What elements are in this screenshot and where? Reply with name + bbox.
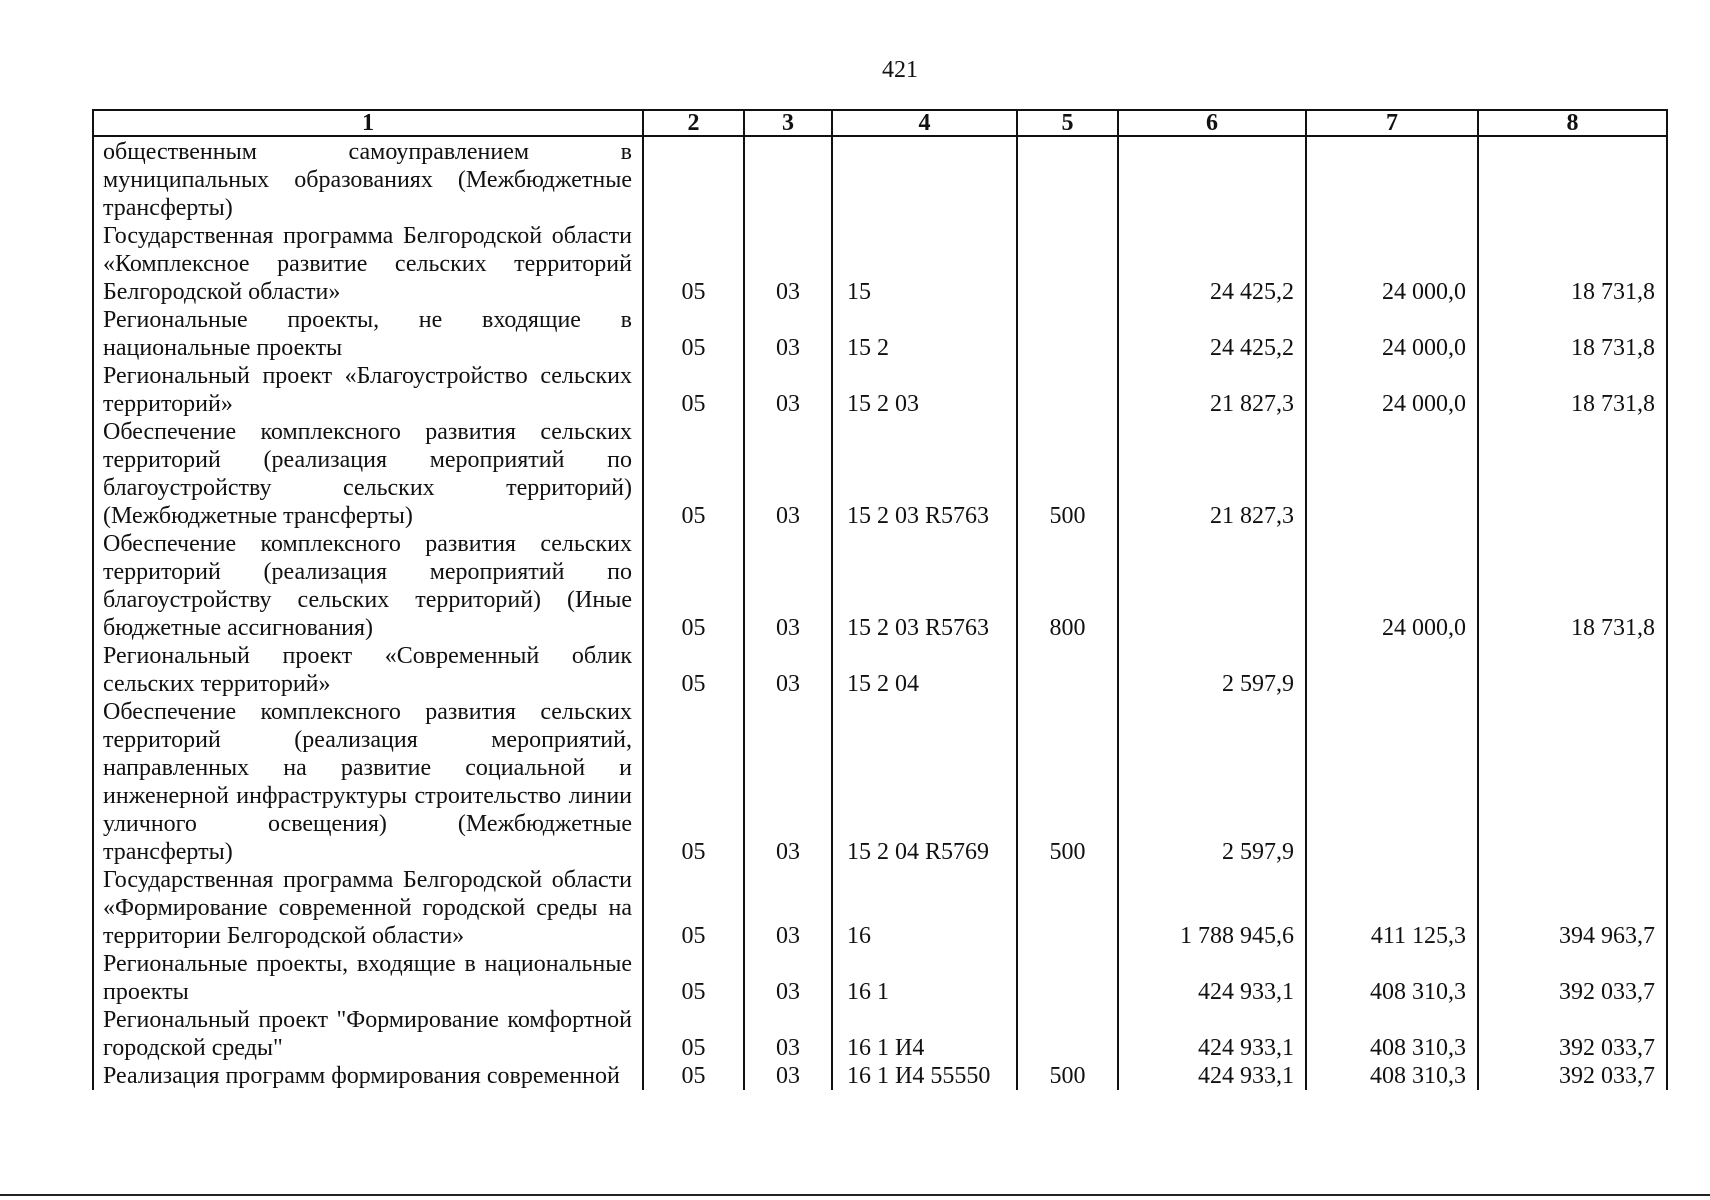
target-article-cell	[832, 136, 1017, 222]
column-header-4: 4	[832, 110, 1017, 136]
target-article-cell: 15 2 03 R5763	[832, 530, 1017, 642]
amount-col8-cell: 18 731,8	[1478, 362, 1667, 418]
table-row	[93, 698, 1667, 866]
subsection-code-cell: 03	[744, 950, 832, 1006]
row-name-cell: Обеспечение комплексного развития сельских территорий (реализация мероприятий по благоустройству сельских территорий) (Межбюджетные трансферты)	[93, 418, 643, 530]
table-row	[93, 950, 1667, 1006]
amount-col8-cell: 392 033,7	[1478, 1062, 1667, 1090]
expense-type-cell	[1017, 222, 1118, 306]
subsection-code-cell: 03	[744, 1062, 832, 1090]
row-name-cell: общественным самоуправлением в муниципальных образованиях (Межбюджетные трансферты)	[93, 136, 643, 222]
subsection-code-cell: 03	[744, 306, 832, 362]
subsection-code-cell: 03	[744, 418, 832, 530]
amount-col8-cell	[1478, 418, 1667, 530]
table-row	[93, 418, 1667, 530]
header-row	[93, 110, 1667, 136]
section-code-cell: 05	[643, 418, 744, 530]
section-code-cell: 05	[643, 866, 744, 950]
expense-type-cell: 500	[1017, 698, 1118, 866]
expense-type-cell	[1017, 950, 1118, 1006]
page-number: 421	[882, 57, 918, 83]
table-row	[93, 136, 1667, 222]
subsection-code-cell: 03	[744, 222, 832, 306]
subsection-code-cell	[744, 136, 832, 222]
target-article-cell: 15 2 04 R5769	[832, 698, 1017, 866]
column-header-3: 3	[744, 110, 832, 136]
amount-col7-cell: 408 310,3	[1306, 1006, 1478, 1062]
row-name-cell: Обеспечение комплексного развития сельских территорий (реализация мероприятий по благоустройству сельских территорий) (Иные бюджетные ассигнования)	[93, 530, 643, 642]
amount-col8-cell: 18 731,8	[1478, 222, 1667, 306]
table-row	[93, 866, 1667, 950]
section-code-cell: 05	[643, 306, 744, 362]
amount-col8-cell	[1478, 136, 1667, 222]
amount-col6-cell: 424 933,1	[1118, 1062, 1306, 1090]
column-header-6: 6	[1118, 110, 1306, 136]
row-name-cell: Региональный проект "Формирование комфортной городской среды"	[93, 1006, 643, 1062]
column-header-1: 1	[93, 110, 643, 136]
expense-type-cell	[1017, 642, 1118, 698]
target-article-cell: 16	[832, 866, 1017, 950]
target-article-cell: 15 2	[832, 306, 1017, 362]
section-code-cell: 05	[643, 642, 744, 698]
row-name-cell: Региональный проект «Современный облик сельских территорий»	[93, 642, 643, 698]
row-name-cell: Государственная программа Белгородской области «Формирование современной городской среды на территории Белгородской области»	[93, 866, 643, 950]
subsection-code-cell: 03	[744, 1006, 832, 1062]
page-bottom-rule	[0, 1194, 1710, 1196]
row-name-cell: Региональные проекты, не входящие в национальные проекты	[93, 306, 643, 362]
subsection-code-cell: 03	[744, 642, 832, 698]
subsection-code-cell: 03	[744, 530, 832, 642]
column-header-8: 8	[1478, 110, 1667, 136]
section-code-cell	[643, 136, 744, 222]
section-code-cell: 05	[643, 1006, 744, 1062]
row-name-cell: Государственная программа Белгородской области «Комплексное развитие сельских территорий Белгородской области»	[93, 222, 643, 306]
table-row	[93, 1006, 1667, 1062]
amount-col6-cell: 1 788 945,6	[1118, 866, 1306, 950]
section-code-cell: 05	[643, 950, 744, 1006]
budget-table	[92, 109, 1668, 1090]
subsection-code-cell: 03	[744, 698, 832, 866]
table-row	[93, 306, 1667, 362]
amount-col8-cell: 18 731,8	[1478, 530, 1667, 642]
amount-col7-cell	[1306, 698, 1478, 866]
amount-col6-cell: 24 425,2	[1118, 222, 1306, 306]
target-article-cell: 15 2 03	[832, 362, 1017, 418]
expense-type-cell: 500	[1017, 418, 1118, 530]
amount-col7-cell	[1306, 136, 1478, 222]
section-code-cell: 05	[643, 1062, 744, 1090]
row-name-cell: Региональные проекты, входящие в национальные проекты	[93, 950, 643, 1006]
amount-col7-cell: 408 310,3	[1306, 950, 1478, 1006]
table-row	[93, 642, 1667, 698]
amount-col8-cell	[1478, 642, 1667, 698]
section-code-cell: 05	[643, 530, 744, 642]
amount-col7-cell: 408 310,3	[1306, 1062, 1478, 1090]
amount-col7-cell: 24 000,0	[1306, 222, 1478, 306]
table-row	[93, 1062, 1667, 1090]
target-article-cell: 16 1 И4 55550	[832, 1062, 1017, 1090]
amount-col6-cell: 21 827,3	[1118, 362, 1306, 418]
expense-type-cell	[1017, 362, 1118, 418]
expense-type-cell	[1017, 1006, 1118, 1062]
amount-col8-cell	[1478, 698, 1667, 866]
amount-col6-cell: 21 827,3	[1118, 418, 1306, 530]
subsection-code-cell: 03	[744, 866, 832, 950]
expense-type-cell: 500	[1017, 1062, 1118, 1090]
expense-type-cell	[1017, 866, 1118, 950]
amount-col8-cell: 394 963,7	[1478, 866, 1667, 950]
table-row	[93, 362, 1667, 418]
row-name-cell: Региональный проект «Благоустройство сельских территорий»	[93, 362, 643, 418]
target-article-cell: 15 2 03 R5763	[832, 418, 1017, 530]
target-article-cell: 15	[832, 222, 1017, 306]
amount-col8-cell: 392 033,7	[1478, 950, 1667, 1006]
amount-col8-cell: 392 033,7	[1478, 1006, 1667, 1062]
amount-col6-cell: 424 933,1	[1118, 950, 1306, 1006]
amount-col6-cell	[1118, 136, 1306, 222]
amount-col7-cell: 411 125,3	[1306, 866, 1478, 950]
amount-col7-cell: 24 000,0	[1306, 362, 1478, 418]
target-article-cell: 16 1 И4	[832, 1006, 1017, 1062]
amount-col6-cell	[1118, 530, 1306, 642]
section-code-cell: 05	[643, 222, 744, 306]
row-name-cell: Обеспечение комплексного развития сельских территорий (реализация мероприятий, направленных на развитие социальной и инженерной инфраструктуры строительство линии уличного освещения) (Межбюджетные трансферты)	[93, 698, 643, 866]
expense-type-cell: 800	[1017, 530, 1118, 642]
table-row	[93, 222, 1667, 306]
column-header-7: 7	[1306, 110, 1478, 136]
target-article-cell: 15 2 04	[832, 642, 1017, 698]
table-row	[93, 530, 1667, 642]
subsection-code-cell: 03	[744, 362, 832, 418]
column-header-2: 2	[643, 110, 744, 136]
amount-col7-cell: 24 000,0	[1306, 306, 1478, 362]
expense-type-cell	[1017, 306, 1118, 362]
row-name-cell: Реализация программ формирования современной	[93, 1062, 643, 1090]
expense-type-cell	[1017, 136, 1118, 222]
section-code-cell: 05	[643, 698, 744, 866]
amount-col7-cell	[1306, 418, 1478, 530]
amount-col7-cell	[1306, 642, 1478, 698]
amount-col6-cell: 2 597,9	[1118, 698, 1306, 866]
amount-col7-cell: 24 000,0	[1306, 530, 1478, 642]
amount-col6-cell: 24 425,2	[1118, 306, 1306, 362]
amount-col6-cell: 2 597,9	[1118, 642, 1306, 698]
target-article-cell: 16 1	[832, 950, 1017, 1006]
amount-col8-cell: 18 731,8	[1478, 306, 1667, 362]
column-header-5: 5	[1017, 110, 1118, 136]
section-code-cell: 05	[643, 362, 744, 418]
amount-col6-cell: 424 933,1	[1118, 1006, 1306, 1062]
